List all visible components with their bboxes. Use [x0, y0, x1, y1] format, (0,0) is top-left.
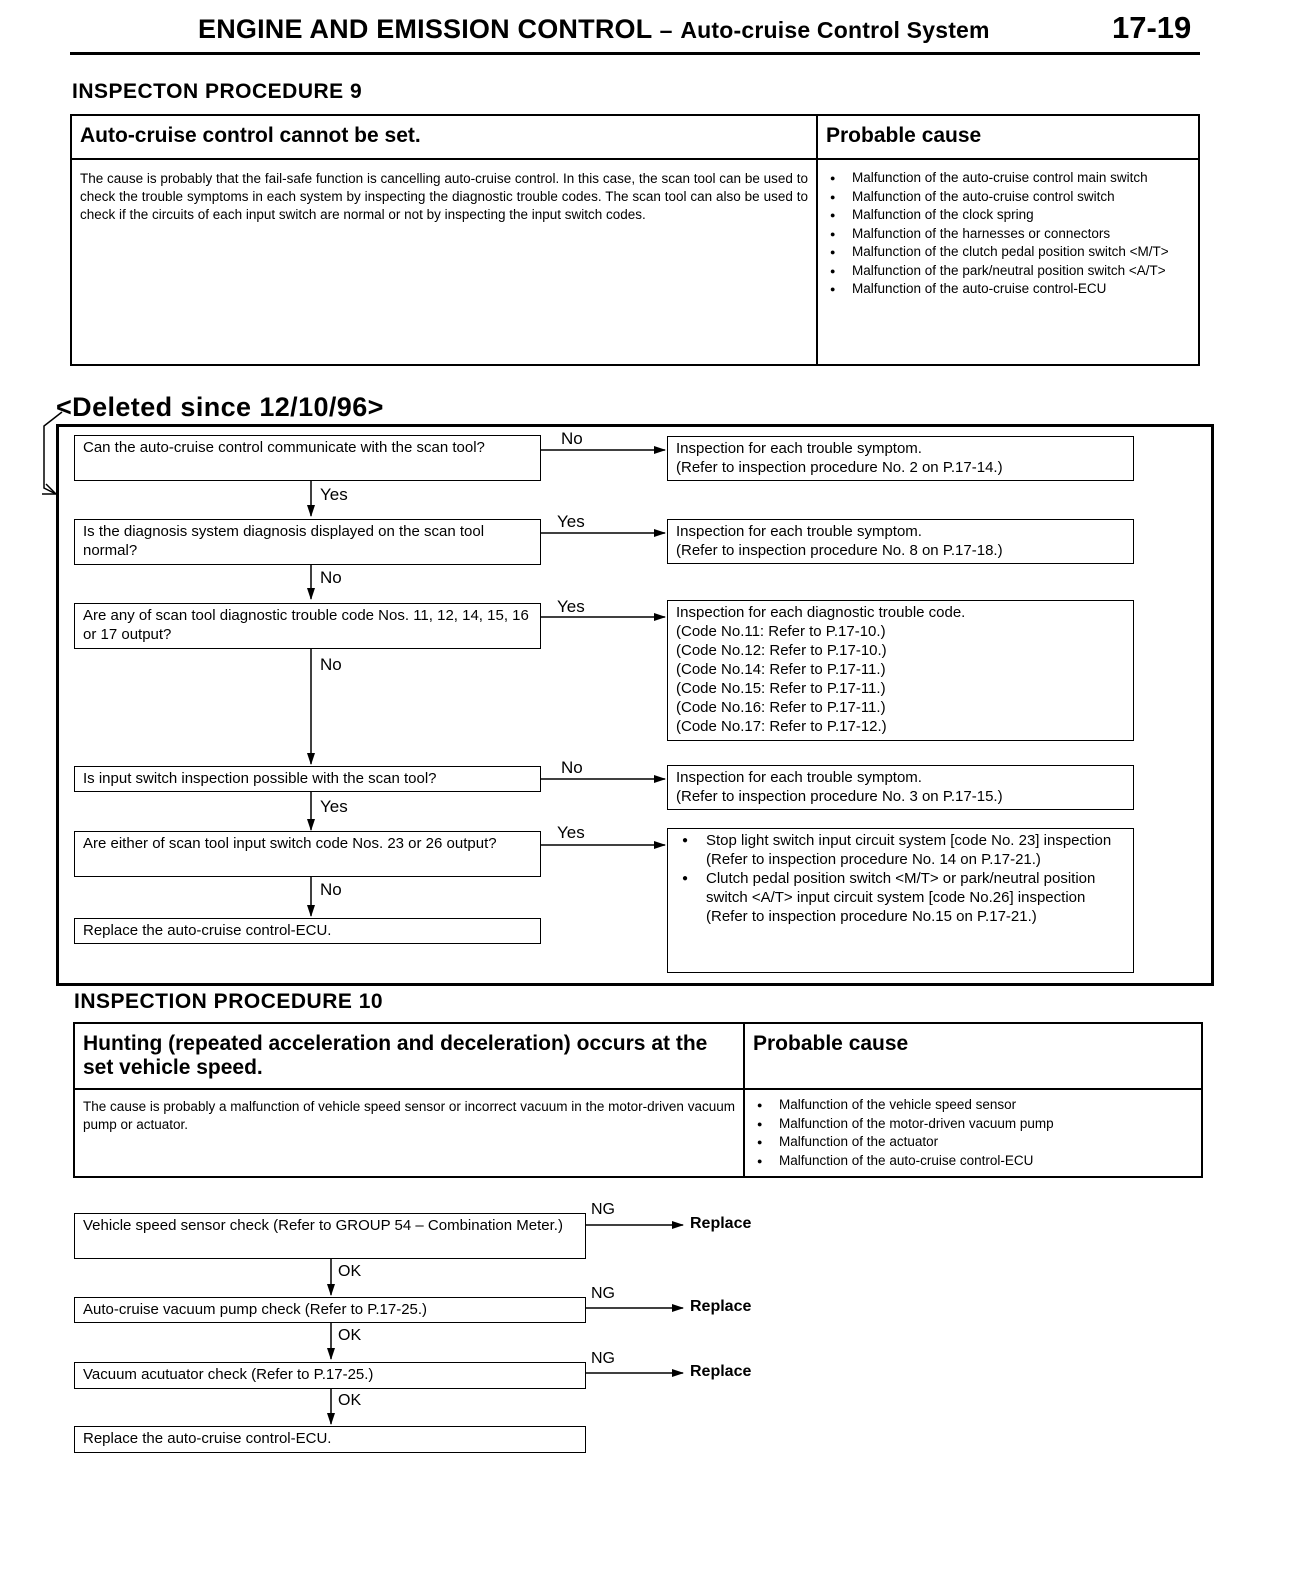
- procedure10-description: The cause is probably a malfunction of vehicle speed sensor or incorrect vacuum in the motor-driven vacuum pump or actuator.: [74, 1089, 744, 1177]
- flow-question-5: Are either of scan tool input switch code Nos. 23 or 26 output?: [74, 831, 541, 877]
- result-4-line2: (Refer to inspection procedure No. 3 on P.17-15.): [676, 788, 1003, 805]
- label-s1-ok: OK: [338, 1263, 362, 1280]
- label-q1-yes: Yes: [320, 485, 348, 504]
- procedure10-cause-header: Probable cause: [744, 1023, 1202, 1089]
- label-q3-no: No: [320, 655, 342, 674]
- result-2-line2: (Refer to inspection procedure No. 8 on P.17-18.): [676, 542, 1003, 559]
- cause-item: ● Malfunction of the clock spring: [826, 206, 1190, 225]
- label-q5-no: No: [320, 880, 342, 899]
- procedure10-table: [73, 1022, 1203, 1178]
- flow-result-3: [667, 600, 1134, 741]
- cause-item: ● Malfunction of the clutch pedal position switch <M/T>: [826, 243, 1190, 262]
- procedure9-cause-header: Probable cause: [817, 115, 1199, 159]
- flow-result-4: [667, 765, 1134, 810]
- result-3-code: (Code No.15: Refer to P.17-11.): [676, 680, 886, 697]
- procedure9-title: INSPECTON PROCEDURE 9: [72, 80, 363, 103]
- cause-item: ● Malfunction of the motor-driven vacuum pump: [753, 1115, 1193, 1134]
- flow10-final-step: Replace the auto-cruise control-ECU.: [74, 1426, 586, 1453]
- header-title-dash: –: [659, 17, 673, 43]
- result-5-item2-ref: (Refer to inspection procedure No.15 on P.17-21.): [706, 908, 1037, 925]
- result-5-item: [676, 831, 1125, 869]
- label-s1-ng: NG: [591, 1201, 615, 1218]
- flow-final-step: Replace the auto-cruise control-ECU.: [74, 918, 541, 944]
- label-s2-ok: OK: [338, 1327, 362, 1344]
- label-q2-no: No: [320, 568, 342, 587]
- result-3-code: (Code No.14: Refer to P.17-11.): [676, 661, 886, 678]
- flow-result-2: [667, 519, 1134, 564]
- flow10-step-1: Vehicle speed sensor check (Refer to GROUP 54 – Combination Meter.): [74, 1213, 586, 1259]
- result-3-code: (Code No.12: Refer to P.17-10.): [676, 642, 887, 659]
- deleted-note: <Deleted since 12/10/96>: [56, 392, 384, 422]
- result-2-line1: Inspection for each trouble symptom.: [676, 523, 922, 540]
- flow-result-1: [667, 436, 1134, 481]
- label-s2-ng: NG: [591, 1285, 615, 1302]
- result-5-item1-text: ● Stop light switch input circuit system [code No. 23] inspection: [706, 832, 1112, 849]
- cause-item: ● Malfunction of the auto-cruise control-ECU: [826, 280, 1190, 299]
- result-5-item: [676, 869, 1125, 926]
- flow-question-3: Are any of scan tool diagnostic trouble code Nos. 11, 12, 14, 15, 16 or 17 output?: [74, 603, 541, 649]
- result-5-item2-text: ● Clutch pedal position switch <M/T> or park/neutral position switch <A/T> input circuit system [code No.26] inspection: [706, 870, 1096, 906]
- procedure10-cause-list: [745, 1090, 1201, 1172]
- flow-question-1: Can the auto-cruise control communicate with the scan tool?: [74, 435, 541, 481]
- label-q1-no: No: [561, 429, 583, 448]
- procedure10-title: INSPECTION PROCEDURE 10: [74, 990, 384, 1013]
- label-s3-ok: OK: [338, 1392, 362, 1409]
- label-q3-yes: Yes: [557, 597, 585, 616]
- cause-item: ● Malfunction of the auto-cruise control-ECU: [753, 1152, 1193, 1171]
- procedure9-description: The cause is probably that the fail-safe function is cancelling auto-cruise control. In this case, the scan tool can be used to check the trouble symptoms in each system by inspecting the diagnostic trouble codes. The scan tool can also be used to check if the circuits of each input switch are normal or not by inspecting the input switch codes.: [71, 159, 817, 365]
- flow-result-5: [667, 828, 1134, 973]
- page-number: 17-19: [1112, 10, 1192, 45]
- procedure10-causes-cell: [744, 1089, 1202, 1177]
- header-title-main: ENGINE AND EMISSION CONTROL: [198, 14, 652, 44]
- label-q4-no: No: [561, 758, 583, 777]
- flow-question-4: Is input switch inspection possible with the scan tool?: [74, 766, 541, 792]
- procedure9-symptom: Auto-cruise control cannot be set.: [71, 115, 817, 159]
- replace-label-3: Replace: [690, 1363, 752, 1380]
- label-q2-yes: Yes: [557, 512, 585, 531]
- flow10-step-3: Vacuum acutuator check (Refer to P.17-25.): [74, 1362, 586, 1389]
- result-3-title: Inspection for each diagnostic trouble code.: [676, 604, 966, 621]
- result-1-line2: (Refer to inspection procedure No. 2 on P.17-14.): [676, 459, 1003, 476]
- label-q4-yes: Yes: [320, 797, 348, 816]
- cause-item: ● Malfunction of the vehicle speed sensor: [753, 1096, 1193, 1115]
- result-3-code: (Code No.11: Refer to P.17-10.): [676, 623, 886, 640]
- result-5-item1-ref: (Refer to inspection procedure No. 14 on P.17-21.): [706, 851, 1041, 868]
- deleted-pointer: [44, 412, 62, 494]
- result-1-line1: Inspection for each trouble symptom.: [676, 440, 922, 457]
- replace-label-1: Replace: [690, 1215, 752, 1232]
- label-s3-ng: NG: [591, 1350, 615, 1367]
- flow-question-2: Is the diagnosis system diagnosis displayed on the scan tool normal?: [74, 519, 541, 565]
- label-q5-yes: Yes: [557, 823, 585, 842]
- result-3-code: (Code No.17: Refer to P.17-12.): [676, 718, 887, 735]
- flow10-step-2: Auto-cruise vacuum pump check (Refer to P.17-25.): [74, 1297, 586, 1323]
- result-4-line1: Inspection for each trouble symptom.: [676, 769, 922, 786]
- cause-item: ● Malfunction of the auto-cruise control switch: [826, 188, 1190, 207]
- cause-item: ● Malfunction of the actuator: [753, 1133, 1193, 1152]
- result-5-list: [676, 831, 1125, 926]
- procedure10-symptom: Hunting (repeated acceleration and deceleration) occurs at the set vehicle speed.: [74, 1023, 744, 1089]
- replace-label-2: Replace: [690, 1298, 752, 1315]
- cause-item: ● Malfunction of the park/neutral position switch <A/T>: [826, 262, 1190, 281]
- result-3-code: (Code No.16: Refer to P.17-11.): [676, 699, 886, 716]
- cause-item: ● Malfunction of the auto-cruise control main switch: [826, 169, 1190, 188]
- cause-item: ● Malfunction of the harnesses or connectors: [826, 225, 1190, 244]
- header-title-sub: Auto-cruise Control System: [680, 17, 990, 43]
